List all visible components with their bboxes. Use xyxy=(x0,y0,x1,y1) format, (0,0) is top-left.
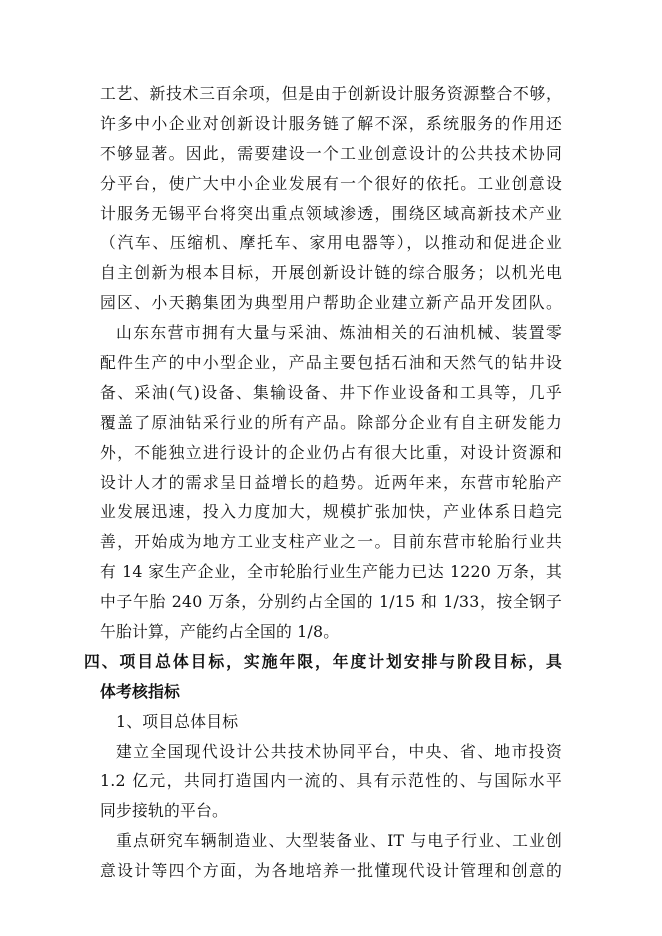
paragraph-line: 计服务无锡平台将突出重点领域渗透，围绕区域高新技术产业 xyxy=(100,203,562,223)
paragraph-line: 重点研究车辆制造业、大型装备业、IT 与电子行业、工业创 xyxy=(116,831,562,851)
document-body xyxy=(84,79,562,886)
paragraph-line: 午胎计算，产能约占全国的 1/8。 xyxy=(100,622,340,642)
paragraph-line: 不够显著。因此，需要建设一个工业创意设计的公共技术协同 xyxy=(100,143,562,163)
paragraph-line: 自主创新为根本目标，开展创新设计链的综合服务；以机光电 xyxy=(100,263,562,283)
paragraph-line: 善，开始成为地方工业支柱产业之一。目前东营市轮胎行业共 xyxy=(100,532,562,552)
paragraph-line: 同步接轨的平台。 xyxy=(100,801,228,821)
paragraph-line: 设计人才的需求呈日益增长的趋势。近两年来，东营市轮胎产 xyxy=(100,472,562,492)
paragraph-line: 覆盖了原油钻采行业的所有产品。除部分企业有自主研发能力 xyxy=(100,412,562,432)
paragraph-line: 意设计等四个方面，为各地培养一批懂现代设计管理和创意的 xyxy=(100,861,562,881)
paragraph-line: 配件生产的中小型企业，产品主要包括石油和天然气的钻井设 xyxy=(100,353,562,373)
paragraph-line: 工艺、新技术三百余项，但是由于创新设计服务资源整合不够， xyxy=(100,84,562,103)
paragraph-line: 山东东营市拥有大量与采油、炼油相关的石油机械、装置零 xyxy=(116,323,562,343)
paragraph-line: 有 14 家生产企业，全市轮胎行业生产能力已达 1220 万条，其 xyxy=(100,562,562,582)
paragraph-line: 1.2 亿元，共同打造国内一流的、具有示范性的、与国际水平 xyxy=(100,771,562,791)
paragraph-line: （汽车、压缩机、摩托车、家用电器等），以推动和促进企业 xyxy=(100,233,562,253)
paragraph-line: 备、采油(气)设备、集输设备、井下作业设备和工具等，几乎 xyxy=(100,382,562,402)
paragraph-line: 建立全国现代设计公共技术协同平台，中央、省、地市投资 xyxy=(116,741,562,761)
paragraph-line: 中子午胎 240 万条，分别约占全国的 1/15 和 1/33，按全钢子 xyxy=(100,592,562,612)
paragraph-line: 许多中小企业对创新设计服务链了解不深，系统服务的作用还 xyxy=(100,113,562,133)
section-heading-line: 体考核指标 xyxy=(100,681,180,701)
paragraph-line: 分平台，使广大中小企业发展有一个很好的依托。工业创意设 xyxy=(100,173,562,193)
paragraph-line: 外，不能独立进行设计的企业仍占有很大比重，对设计资源和 xyxy=(100,442,562,462)
paragraph-line: 业发展迅速，投入力度加大，规模扩张加快，产业体系日趋完 xyxy=(100,502,562,522)
section-heading-line: 四、项目总体目标，实施年限，年度计划安排与阶段目标，具 xyxy=(84,651,562,671)
paragraph-line: 1、项目总体目标 xyxy=(116,711,239,731)
paragraph-line: 园区、小天鹅集团为典型用户帮助企业建立新产品开发团队。 xyxy=(100,293,562,313)
